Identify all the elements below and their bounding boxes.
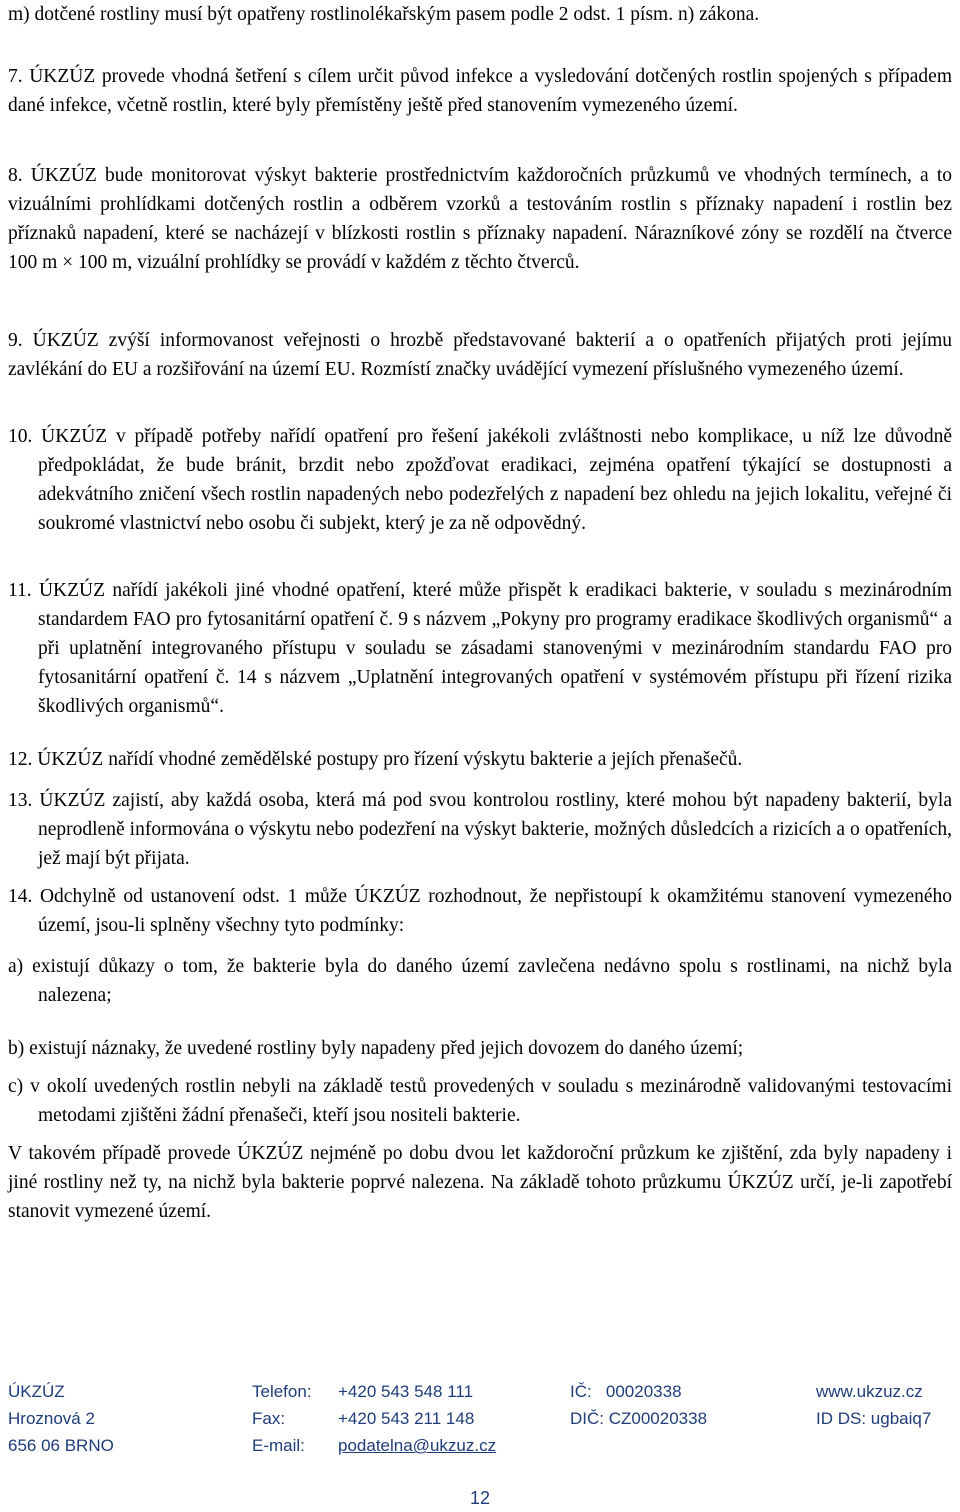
condition-a: a) existují důkazy o tom, že bakterie byla do daného území zavlečena nedávno spolu s rostlinami, na nichž byla nalezena; (8, 956, 952, 1006)
footer-street: Hroznová 2 (8, 1409, 95, 1428)
paragraph-11: 11. ÚKZÚZ nařídí jakékoli jiné vhodné opatření, které může přispět k eradikaci bakterie, v souladu s mezinárodním standardem FAO pro fytosanitární opatření č. 9 s názvem „Pokyny pro programy eradikace škodlivých organismů“ a při uplatnění integrovaného přístupu v souladu se zásadami stanovenými v mezinárodním standardu FAO pro fytosanitární opatření č. 14 s názvem „Uplatnění integrovaných opatření v systémovém přístupu při řízení rizika škodlivých organismů“. (8, 580, 952, 717)
closing-paragraph: V takovém případě provede ÚKZÚZ nejméně po dobu dvou let každoroční průzkum ke zjištění, zda byly napadeny i jiné rostliny než ty, na nichž byla bakterie poprvé nalezena. Na základě tohoto průzkumu ÚKZÚZ určí, je-li zapotřebí stanovit vymezené území. (8, 1143, 952, 1222)
footer (0, 1378, 960, 1468)
phone-number: +420 543 548 111 (338, 1382, 474, 1401)
footer-org: ÚKZÚZ (8, 1382, 65, 1401)
footer-web (816, 1378, 931, 1432)
paragraph-12: 12. ÚKZÚZ nařídí vhodné zemědělské postupy pro řízení výskytu bakterie a jejích přenašečů. (8, 749, 743, 770)
footer-contacts (252, 1378, 496, 1459)
paragraph-13: 13. ÚKZÚZ zajistí, aby každá osoba, která má pod svou kontrolou rostliny, které mohou být napadeny bakterií, byla neprodleně informována o výskytu nebo podezření na výskyt bakterie, možných důsledcích a rizicích a o opatřeních, jež mají být přijata. (8, 790, 952, 869)
paragraph-8: 8. ÚKZÚZ bude monitorovat výskyt bakterie prostřednictvím každoročních průzkumů ve vhodných termínech, a to vizuálními prohlídkami dotčených rostlin a odběrem vzorků a testováním rostlin s příznaky napadení i rostlin bez příznaků napadení, které se nacházejí v blízkosti rostlin s příznaky napadení. Nárazníkové zóny se rozdělí na čtverce 100 m × 100 m, vizuální prohlídky se provádí v každém z těchto čtverců. (8, 165, 952, 273)
condition-b: b) existují náznaky, že uvedené rostliny byly napadeny před jejich dovozem do daného území; (8, 1038, 744, 1059)
paragraph-m: m) dotčené rostliny musí být opatřeny rostlinolékařským pasem podle 2 odst. 1 písm. n) zákona. (8, 4, 760, 25)
condition-c: c) v okolí uvedených rostlin nebyli na základě testů provedených v souladu s mezinárodně validovanými testovacími metodami zjištěni žádní přenašeči, kteří jsou nositeli bakterie. (8, 1076, 952, 1126)
email-label: E-mail: (252, 1436, 305, 1455)
website-link[interactable]: www.ukzuz.cz (816, 1382, 923, 1401)
phone-label: Telefon: (252, 1382, 312, 1401)
data-box-id: ID DS: ugbaiq7 (816, 1409, 932, 1428)
paragraph-7: 7. ÚKZÚZ provede vhodná šetření s cílem určit původ infekce a vysledování dotčených rostlin spojených s případem dané infekce, včetně rostlin, které byly přemístěny ještě před stanovením vymezeného území. (8, 66, 952, 116)
fax-number: +420 543 211 148 (338, 1409, 475, 1428)
footer-address (8, 1378, 114, 1459)
footer-ids (570, 1378, 707, 1432)
fax-label: Fax: (252, 1409, 286, 1428)
footer-dic: DIČ: CZ00020338 (570, 1409, 708, 1428)
paragraph-9: 9. ÚKZÚZ zvýší informovanost veřejnosti o hrozbě představované bakterií a o opatřeních přijatých proti jejímu zavlékání do EU a rozšiřování na území EU. Rozmístí značky uvádějící vymezení příslušného vymezeného území. (8, 330, 952, 380)
paragraph-10: 10. ÚKZÚZ v případě potřeby nařídí opatření pro řešení jakékoli zvláštnosti nebo komplikace, u níž lze důvodně předpokládat, že bude bránit, brzdit nebo zpožďovat eradikaci, zejména opatření týkající se dostupnosti a adekvátního zničení všech rostlin napadených nebo podezřelých z napadení bez ohledu na jejich lokalitu, veřejné či soukromé vlastnictví nebo osobu či subjekt, který je za ně odpovědný. (8, 426, 952, 534)
paragraph-14: 14. Odchylně od ustanovení odst. 1 může ÚKZÚZ rozhodnout, že nepřistoupí k okamžitému stanovení vymezeného území, jsou-li splněny všechny tyto podmínky: (8, 886, 952, 936)
footer-city: 656 06 BRNO (8, 1436, 114, 1455)
footer-ic: IČ: 00020338 (570, 1382, 682, 1401)
email-link[interactable]: podatelna@ukzuz.cz (338, 1436, 497, 1455)
page-number: 12 (469, 1488, 491, 1508)
